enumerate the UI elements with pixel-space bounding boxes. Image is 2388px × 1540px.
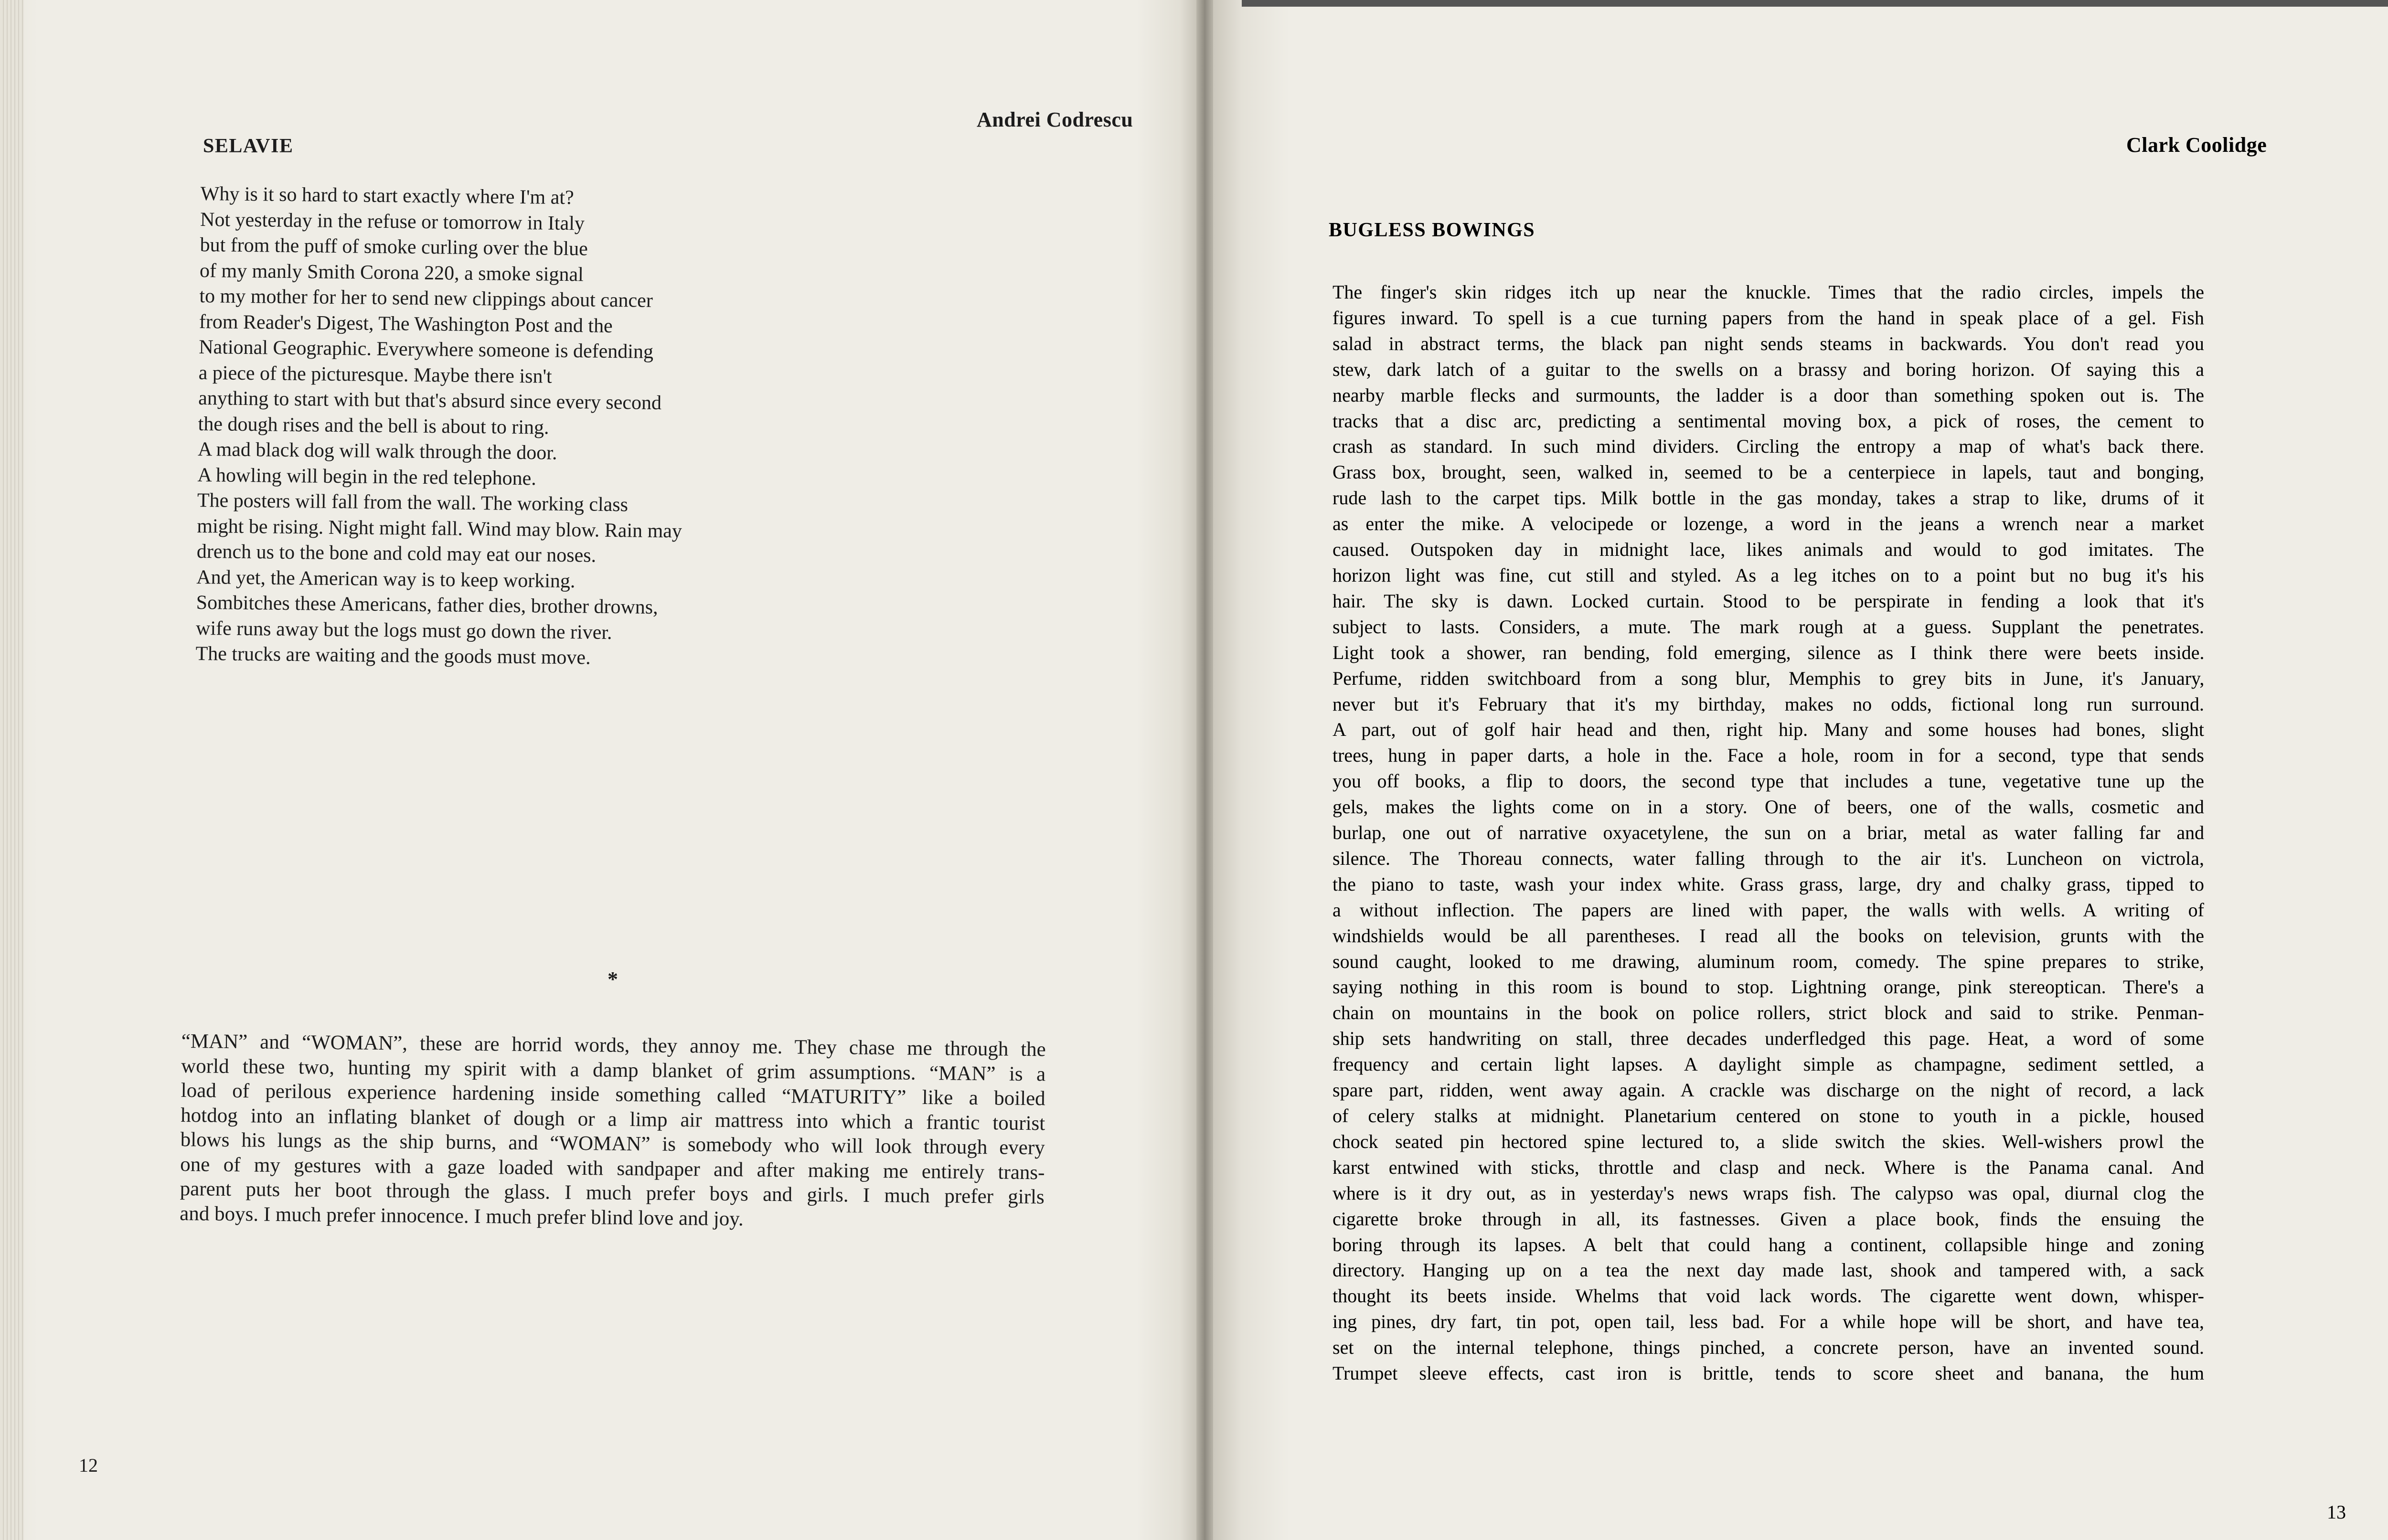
prose-line: chock seated pin hectored spine lectured to, a slide switch the skies. Well-wishers prowl the <box>1333 1130 2204 1152</box>
prose-line: trees, hung in paper darts, a hole in the. Face a hole, room in for a second, type that sends <box>1333 744 2204 766</box>
left-prose-body <box>180 1029 1046 1234</box>
poem-line: National Geographic. Everywhere someone is defending <box>199 336 654 363</box>
poem-line: wife runs away but the logs must go down the river. <box>195 617 612 644</box>
left-page-number: 12 <box>79 1455 98 1476</box>
prose-line: frequency and certain light lapses. A daylight simple as champagne, sediment settled, a <box>1333 1053 2204 1075</box>
left-author: Andrei Codrescu <box>977 108 1133 131</box>
poem-line: And yet, the American way is to keep working. <box>196 566 576 592</box>
prose-line: crash as standard. In such mind dividers. Circling the entropy a map of what's back there. <box>1333 435 2204 457</box>
prose-line: blows his lungs as the ship burns, and “WOMAN” is somebody who will look through every <box>180 1128 1045 1159</box>
prose-line: gels, makes the lights come on in a story. One of beers, one of the walls, cosmetic and <box>1333 796 2204 818</box>
prose-line: thought its beets inside. Whelms that void lack words. The cigarette went down, whisper- <box>1333 1285 2204 1307</box>
prose-line: one of my gestures with a gaze loaded with sandpaper and after making me entirely trans- <box>180 1153 1045 1184</box>
prose-line: spare part, ridden, went away again. A crackle was discharge on the night of record, a lack <box>1333 1079 2204 1101</box>
prose-line: salad in abstract terms, the black pan night sends steams in backwards. You don't read you <box>1333 332 2204 354</box>
poem-line: anything to start with but that's absurd since every second <box>198 387 662 414</box>
page-stack-edge <box>0 0 24 1540</box>
prose-line: A part, out of golf hair head and then, right hip. Many and some houses had bones, slight <box>1333 719 2204 741</box>
prose-line: figures inward. To spell is a cue turning papers from the hand in speak place of a gel. Fish <box>1333 307 2204 329</box>
prose-line: parent puts her boot through the glass. I much prefer boys and girls. I much prefer girls <box>180 1177 1045 1209</box>
prose-line: sound caught, looked to me drawing, aluminum room, comedy. The spine prepares to strike, <box>1333 950 2204 972</box>
prose-line: boring through its lapses. A belt that could hang a continent, collapsible hinge and zoning <box>1333 1233 2204 1255</box>
prose-line: and boys. I much prefer innocence. I much prefer blind love and joy. <box>180 1202 744 1230</box>
poem-line: The posters will fall from the wall. The working class <box>197 489 629 516</box>
right-page-number: 13 <box>2327 1501 2346 1523</box>
prose-line: The finger's skin ridges itch up near the knuckle. Times that the radio circles, impels the <box>1333 281 2204 303</box>
poem-line: the dough rises and the bell is about to ring. <box>198 413 549 439</box>
top-rule <box>1242 0 2388 7</box>
prose-line: of celery stalks at midnight. Planetarium centered on stone to youth in a pickle, housed <box>1333 1105 2204 1126</box>
poem-line: of my manly Smith Corona 220, a smoke signal <box>199 259 584 286</box>
poem-body <box>195 181 685 672</box>
prose-line: karst entwined with sticks, throttle and clasp and neck. Where is the Panama canal. And <box>1333 1156 2204 1178</box>
prose-line: where is it dry out, as in yesterday's news wraps fish. The calypso was opal, diurnal clog the <box>1333 1182 2204 1204</box>
poem-line: but from the puff of smoke curling over the blue <box>200 234 588 260</box>
prose-line: set on the internal telephone, things pinched, a concrete person, have an invented sound. <box>1333 1337 2204 1359</box>
left-title: SELAVIE <box>203 135 294 157</box>
poem-line: drench us to the bone and cold may eat our noses. <box>196 540 597 567</box>
poem-line: to my mother for her to send new clippings about cancer <box>199 285 653 312</box>
prose-line: hotdog into an inflating blanket of dough or a limp air mattress into which a frantic tourist <box>181 1104 1045 1135</box>
prose-line: Grass box, brought, seen, walked in, seemed to be a centerpiece in lapels, taut and bonging, <box>1333 461 2204 483</box>
prose-line: the piano to taste, wash your index white. Grass grass, large, dry and chalky grass, tipped to <box>1333 873 2204 895</box>
prose-line: world these two, hunting my spirit with a damp blanket of grim assumptions. “MAN” is a <box>181 1054 1046 1085</box>
prose-line: “MAN” and “WOMAN”, these are horrid words, they annoy me. They chase me through the <box>181 1030 1046 1061</box>
prose-line: you off books, a flip to doors, the second type that includes a tune, vegetative tune up the <box>1333 770 2204 792</box>
prose-line: hair. The sky is dawn. Locked curtain. Stood to be perspirate in fending a look that it's <box>1333 590 2204 612</box>
prose-line: saying nothing in this room is bound to stop. Lightning orange, pink stereoptican. There's a <box>1333 976 2204 998</box>
prose-line: burlap, one out of narrative oxyacetylene, the sun on a briar, metal as water falling far and <box>1333 822 2204 844</box>
prose-line: horizon light was fine, cut still and styled. As a leg itches on to a point but no bug it's his <box>1333 564 2204 586</box>
prose-line: chain on mountains in the book on police rollers, strict block and said to strike. Penman- <box>1333 1002 2204 1024</box>
poem-line: might be rising. Night might fall. Wind may blow. Rain may <box>197 515 682 542</box>
poem-line: Sombitches these Americans, father dies, brother drowns, <box>196 591 658 619</box>
prose-line: never but it's February that it's my birthday, makes no odds, fictional long run surround. <box>1333 693 2204 715</box>
prose-line: Light took a shower, ran bending, fold emerging, silence as I think there were beets inside. <box>1333 641 2204 663</box>
poem-line: from Reader's Digest, The Washington Post and the <box>199 310 613 337</box>
prose-line: rude lash to the carpet tips. Milk bottle in the gas monday, takes a strap to like, drums of it <box>1333 487 2204 509</box>
section-separator: * <box>608 967 618 991</box>
prose-line: caused. Outspoken day in midnight lace, likes animals and would to god imitates. The <box>1333 539 2204 561</box>
prose-line: Trumpet sleeve effects, cast iron is brittle, tends to score sheet and banana, the hum <box>1333 1362 2204 1384</box>
prose-line: stew, dark latch of a guitar to the swells on a brassy and boring horizon. Of saying this a <box>1333 358 2204 380</box>
poem-line: Why is it so hard to start exactly where I'm at? <box>200 182 574 209</box>
book-gutter <box>1196 0 1213 1540</box>
poem-line: A mad black dog will walk through the door. <box>197 438 557 464</box>
prose-line: as enter the mike. A velocipede or lozenge, a word in the jeans a wrench near a market <box>1333 513 2204 535</box>
prose-line: windshields would be all parentheses. I read all the books on television, grunts with the <box>1333 924 2204 946</box>
prose-line: Perfume, ridden switchboard from a song blur, Memphis to grey bits in June, it's January, <box>1333 667 2204 689</box>
prose-line: tracks that a disc arc, predicting a sentimental moving box, a pick of roses, the cement to <box>1333 410 2204 432</box>
prose-line: load of perilous experience hardening inside something called “MATURITY” like a boiled <box>181 1079 1045 1110</box>
poem-line: Not yesterday in the refuse or tomorrow in Italy <box>200 208 585 234</box>
poem-line: The trucks are waiting and the goods must move. <box>195 642 591 669</box>
right-title: BUGLESS BOWINGS <box>1329 219 1535 241</box>
right-prose-body <box>1333 279 2204 1386</box>
right-author: Clark Coolidge <box>2126 133 2267 157</box>
prose-line: directory. Hanging up on a tea the next day made last, shook and tampered with, a sack <box>1333 1259 2204 1281</box>
prose-line: silence. The Thoreau connects, water falling through to the air it's. Luncheon on victrola, <box>1333 847 2204 869</box>
prose-line: cigarette broke through in all, its fastnesses. Given a place book, finds the ensuing the <box>1333 1208 2204 1230</box>
poem-line: a piece of the picturesque. Maybe there isn't <box>198 361 552 388</box>
prose-line: a without inflection. The papers are lined with paper, the walls with wells. A writing of <box>1333 899 2204 921</box>
prose-line: nearby marble flecks and surmounts, the ladder is a door than something spoken out is. The <box>1333 384 2204 406</box>
poem-line: A howling will begin in the red telephone. <box>197 464 536 489</box>
prose-line: ship sets handwriting on stall, three decades underfledged this page. Heat, a word of some <box>1333 1028 2204 1050</box>
prose-line: subject to lasts. Considers, a mute. The mark rough at a guess. Supplant the penetrates. <box>1333 616 2204 637</box>
prose-line: ing pines, dry fart, tin pot, open tail, less bad. For a while hope will be short, and have tea, <box>1333 1311 2204 1333</box>
